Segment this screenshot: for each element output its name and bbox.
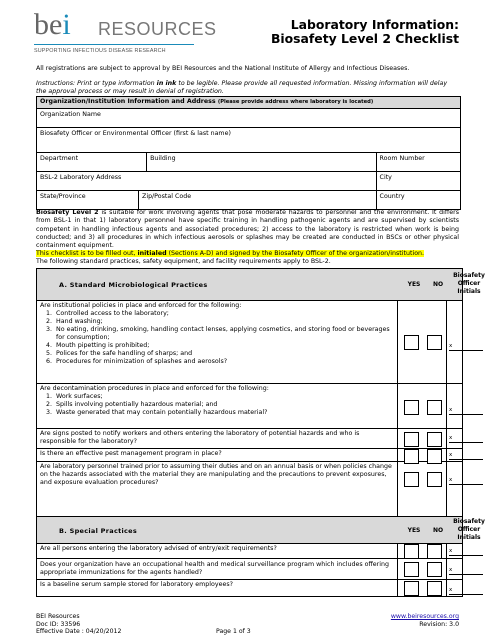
- initials-field[interactable]: x: [449, 547, 489, 556]
- question-b3: Is a baseline serum sample stored for laboratory employees?: [40, 581, 233, 588]
- question-row: [37, 559, 462, 580]
- org-table-header: Organization/Institution Information and Address (Please provide address where laboratory is located): [37, 97, 461, 109]
- initials-field[interactable]: x: [449, 406, 489, 415]
- section-b-header: [37, 517, 485, 544]
- footer-revision: Revision: 3.0: [419, 620, 459, 628]
- list-item: 2. Hand washing;: [54, 318, 392, 326]
- list-item: 1. Controlled access to the laboratory;: [54, 310, 392, 318]
- list-item: 4. Mouth pipetting is prohibited;: [54, 342, 392, 350]
- question-row: [37, 301, 462, 384]
- question-a3: Are signs posted to notify workers and others entering the laboratory of potential hazards and who is responsible for the laboratory?: [40, 430, 360, 445]
- no-checkbox[interactable]: [427, 335, 442, 350]
- list-item: 3. No eating, drinking, smoking, handling contact lenses, applying cosmetics, and storing food or beverages for consumption;: [54, 326, 392, 342]
- footer-page-number: Page 1 of 3: [216, 628, 251, 635]
- logo-divider: [34, 44, 194, 45]
- list-item: 1. Work surfaces;: [54, 393, 392, 401]
- no-checkbox[interactable]: [427, 472, 442, 487]
- state-field[interactable]: State/Province: [37, 191, 139, 210]
- instructions-text: Instructions: Print or type information in ink to be legible. Please provide all requested information. Missing information will delay the approval process or may result in denial of registration.: [36, 80, 448, 96]
- list-item: 5. Polices for the safe handling of sharps; and: [54, 350, 392, 358]
- checklist-note: This checklist is to be filled out, initialed (Sections A-D) and signed by the Biosafety Officer of the organization/institution. The following standard practices, safety equipment, and facility requirements apply to BSL-2.: [36, 250, 425, 266]
- section-a-table: [36, 268, 485, 517]
- question-b1: Are all persons entering the laboratory advised of entry/exit requirements?: [40, 545, 277, 552]
- question-a5: Are laboratory personnel trained prior to assuming their duties and on an annual basis or when policies change on the hazards associated with the material they are manipulating and the precautions to prevent exposures, and exposure evaluation procedures?: [40, 463, 392, 486]
- question-row: [37, 429, 462, 449]
- initials-field[interactable]: x: [449, 342, 489, 351]
- list-item: 6. Procedures for minimization of splashes and aerosols?: [54, 358, 392, 366]
- yes-column-header: YES: [407, 527, 421, 534]
- country-field[interactable]: Country: [376, 191, 460, 210]
- footer-org: BEI Resources: [36, 613, 80, 620]
- initials-field[interactable]: x: [449, 434, 489, 443]
- section-b-table: [36, 516, 485, 597]
- initials-field[interactable]: x: [449, 586, 489, 595]
- yes-checkbox[interactable]: [404, 544, 419, 559]
- organization-info-table: [36, 96, 461, 210]
- question-row: [37, 580, 462, 596]
- question-a1: Are institutional policies in place and enforced for the following: 1. Controlled access to the laboratory; 2. Hand washing; 3. No eating, drinking, smoking, handling contact lenses, applying cosmetics, and storing food or beverages for consumption; 4. Mouth pipetting is prohibited; 5. Polices for the safe handling of sharps; and 6. Procedures for minimization of splashes and aerosols?: [40, 302, 392, 366]
- room-number-field[interactable]: Room Number: [376, 153, 460, 172]
- initials-field[interactable]: x: [449, 476, 489, 485]
- logo-word: RESOURCES: [98, 19, 217, 39]
- lab-address-field[interactable]: BSL-2 Laboratory Address: [37, 172, 377, 191]
- initials-field[interactable]: x: [449, 451, 489, 460]
- footer-doc-id: Doc ID: 33596: [36, 620, 81, 628]
- title-line-2: Biosafety Level 2 Checklist: [270, 31, 459, 46]
- no-checkbox[interactable]: [427, 581, 442, 596]
- section-a-header: [37, 269, 485, 301]
- officer-name-field[interactable]: Biosafety Officer or Environmental Officer (first & last name): [37, 128, 461, 153]
- no-column-header: NO: [432, 281, 444, 288]
- bei-logo: [34, 8, 217, 56]
- logo-tagline: SUPPORTING INFECTIOUS DISEASE RESEARCH: [34, 48, 166, 54]
- question-row: [37, 544, 462, 559]
- initials-field[interactable]: x: [449, 566, 489, 575]
- section-a-title: A. Standard Microbiological Practices: [59, 281, 208, 289]
- list-item: 3. Waste generated that may contain potentially hazardous material?: [54, 409, 392, 417]
- yes-checkbox[interactable]: [404, 562, 419, 577]
- yes-checkbox[interactable]: [404, 335, 419, 350]
- website-link[interactable]: www.beiresources.org: [390, 613, 459, 620]
- initials-column-header: Biosafety Officer Initials: [453, 272, 485, 295]
- question-row: [37, 384, 462, 429]
- yes-column-header: YES: [407, 281, 421, 288]
- building-field[interactable]: Building: [147, 153, 376, 172]
- list-item: 2. Spills involving potentially hazardous material; and: [54, 401, 392, 409]
- initials-column-header: Biosafety Officer Initials: [453, 518, 485, 541]
- yes-checkbox[interactable]: [404, 432, 419, 447]
- yes-checkbox[interactable]: [404, 400, 419, 415]
- bsl2-description: Biosafety Level 2 is suitable for work involving agents that pose moderate hazards to personnel and the environment. It differs from BSL-1 in that 1) laboratory personnel have specific training in handling pathogenic agents and are supervised by scientists competent in handling infectious agents and associated procedures; 2) access to the laboratory is restricted when work is being conducted; and 3) all procedures in which infectious aerosols or splashes may be created are conducted in BSCs or other physical containment equipment.: [36, 209, 459, 250]
- no-checkbox[interactable]: [427, 544, 442, 559]
- question-row: [37, 449, 462, 462]
- no-column-header: NO: [432, 527, 444, 534]
- city-field[interactable]: City: [376, 172, 460, 191]
- document-title: [259, 18, 459, 46]
- footer-effective-date: Effective Date : 04/20/2012: [36, 628, 122, 636]
- yes-checkbox[interactable]: [404, 472, 419, 487]
- section-b-title: B. Special Practices: [59, 527, 138, 535]
- question-b2: Does your organization have an occupational health and medical surveillance program which includes offering appropriate immunizations for the agents handled?: [40, 561, 389, 576]
- question-row: [37, 462, 462, 495]
- department-field[interactable]: Department: [37, 153, 147, 172]
- org-name-field[interactable]: Organization Name: [37, 109, 461, 128]
- question-a4: Is there an effective pest management program in place?: [40, 450, 222, 457]
- footer-right: [391, 613, 459, 628]
- intro-text: All registrations are subject to approval by BEI Resources and the National Institute of Allergy and Infectious Diseases.: [36, 65, 410, 72]
- yes-checkbox[interactable]: [404, 581, 419, 596]
- page-footer: [36, 613, 459, 637]
- no-checkbox[interactable]: [427, 562, 442, 577]
- logo-brand: bei: [34, 8, 71, 41]
- question-a2: Are decontamination procedures in place and enforced for the following: 1. Work surfaces; 2. Spills involving potentially hazardous material; and 3. Waste generated that may contain potentially hazardous material?: [40, 385, 392, 417]
- zip-field[interactable]: Zip/Postal Code: [139, 191, 377, 210]
- no-checkbox[interactable]: [427, 400, 442, 415]
- no-checkbox[interactable]: [427, 432, 442, 447]
- title-line-1: Laboratory Information:: [290, 17, 459, 32]
